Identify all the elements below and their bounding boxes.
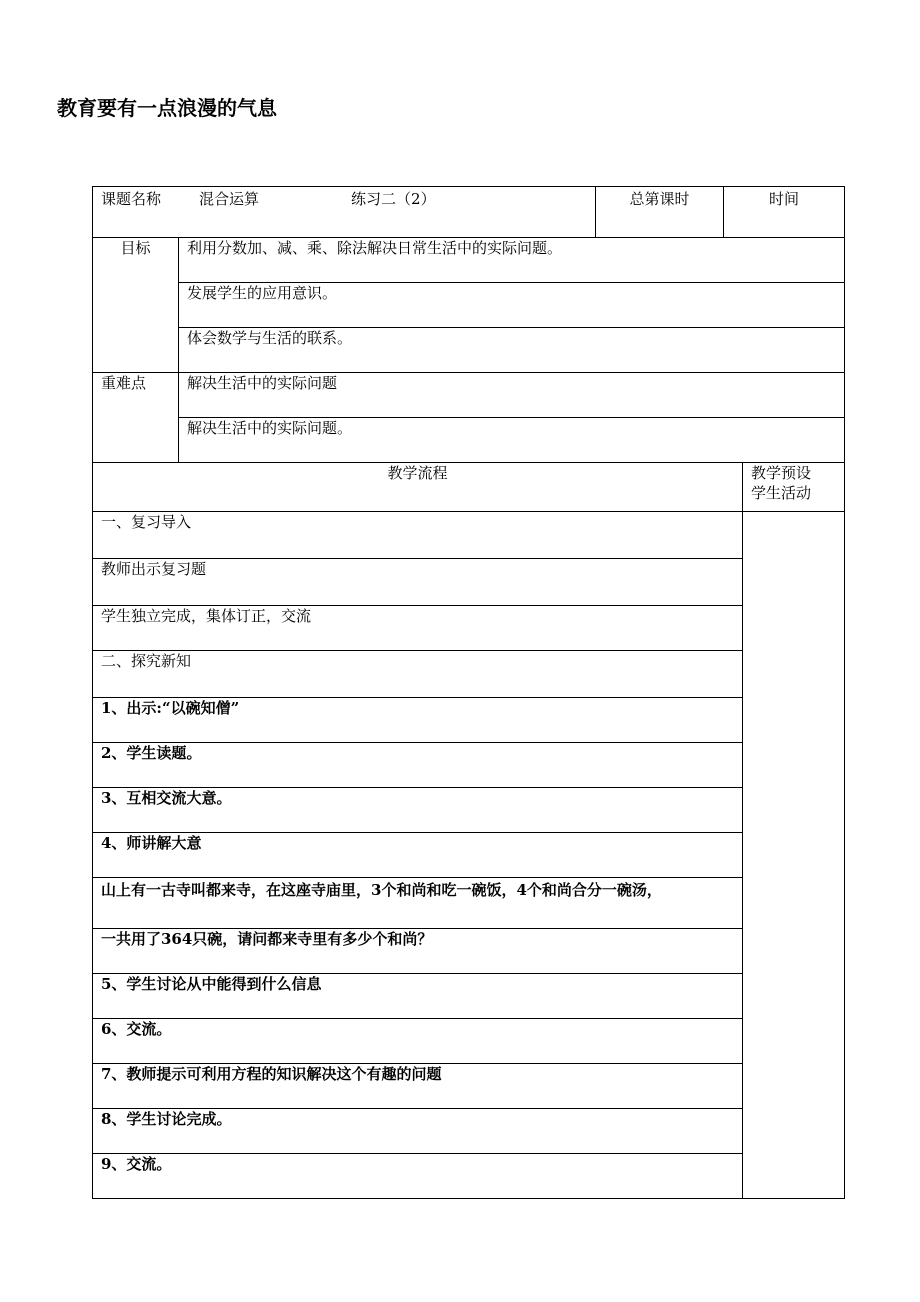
flow-step: 8、学生讨论完成。 [93, 1109, 743, 1154]
flow-step: 6、交流。 [93, 1019, 743, 1064]
flow-step-row [93, 974, 845, 1019]
key-points-label: 重难点 [101, 374, 147, 392]
goal-item: 利用分数加、减、乘、除法解决日常生活中的实际问题。 [179, 238, 845, 283]
course-label: 课题名称 [101, 190, 162, 208]
flow-step: 2、学生读题。 [93, 743, 743, 788]
flow-step: 7、教师提示可利用方程的知识解决这个有趣的问题 [93, 1064, 743, 1109]
course-cell [93, 187, 596, 238]
flow-step: 一、复习导入 [93, 512, 743, 559]
flow-header-row [93, 463, 845, 512]
goal-row [93, 328, 845, 373]
flow-step-row [93, 698, 845, 743]
flow-step: 教师出示复习题 [93, 559, 743, 606]
goal-item: 发展学生的应用意识。 [179, 283, 845, 328]
flow-step-row [93, 606, 845, 651]
flow-step-row [93, 512, 845, 559]
flow-step: 学生独立完成，集体订正，交流 [93, 606, 743, 651]
flow-step-row [93, 559, 845, 606]
lesson-name: 练习二（2） [351, 190, 436, 208]
flow-step: 5、学生讨论从中能得到什么信息 [93, 974, 743, 1019]
time-cell [724, 187, 845, 238]
flow-step: 9、交流。 [93, 1154, 743, 1199]
activity-header-line1: 教学预设 [751, 464, 812, 482]
flow-step-row [93, 1064, 845, 1109]
goal-item: 体会数学与生活的联系。 [179, 328, 845, 373]
time-label: 时间 [769, 190, 800, 208]
key-point-row [93, 373, 845, 418]
key-point-item: 解决生活中的实际问题 [179, 373, 845, 418]
header-row [93, 187, 845, 238]
goals-label-cell [93, 238, 179, 373]
flow-header: 教学流程 [93, 463, 743, 512]
key-point-row [93, 418, 845, 463]
flow-step-row [93, 1019, 845, 1064]
lesson-plan-table [92, 186, 845, 1199]
flow-step: 3、互相交流大意。 [93, 788, 743, 833]
flow-step: 4、师讲解大意 [93, 833, 743, 878]
flow-step: 二、探究新知 [93, 651, 743, 698]
flow-step-row [93, 929, 845, 974]
activity-column [743, 512, 845, 1199]
flow-step-row [93, 651, 845, 698]
key-points-label-cell [93, 373, 179, 463]
flow-step-row [93, 788, 845, 833]
flow-step: 1、出示:“以碗知僧” [93, 698, 743, 743]
flow-step-row [93, 833, 845, 878]
total-lessons-label: 总第课时 [629, 190, 690, 208]
goal-row [93, 283, 845, 328]
course-name: 混合运算 [199, 190, 260, 208]
key-point-item: 解决生活中的实际问题。 [179, 418, 845, 463]
flow-step: 山上有一古寺叫都来寺，在这座寺庙里，3个和尚和吃一碗饭，4个和尚合分一碗汤， [93, 878, 743, 929]
flow-step-row [93, 1154, 845, 1199]
total-lessons-cell [596, 187, 724, 238]
activity-header-line2: 学生活动 [751, 484, 812, 502]
goal-row [93, 238, 845, 283]
flow-step-row [93, 1109, 845, 1154]
activity-header [743, 463, 845, 512]
goals-label: 目标 [120, 239, 151, 257]
flow-step-row [93, 878, 845, 929]
document-title: 教育要有一点浪漫的气息 [57, 96, 277, 120]
flow-step-row [93, 743, 845, 788]
flow-step: 一共用了364只碗，请问都来寺里有多少个和尚？ [93, 929, 743, 974]
